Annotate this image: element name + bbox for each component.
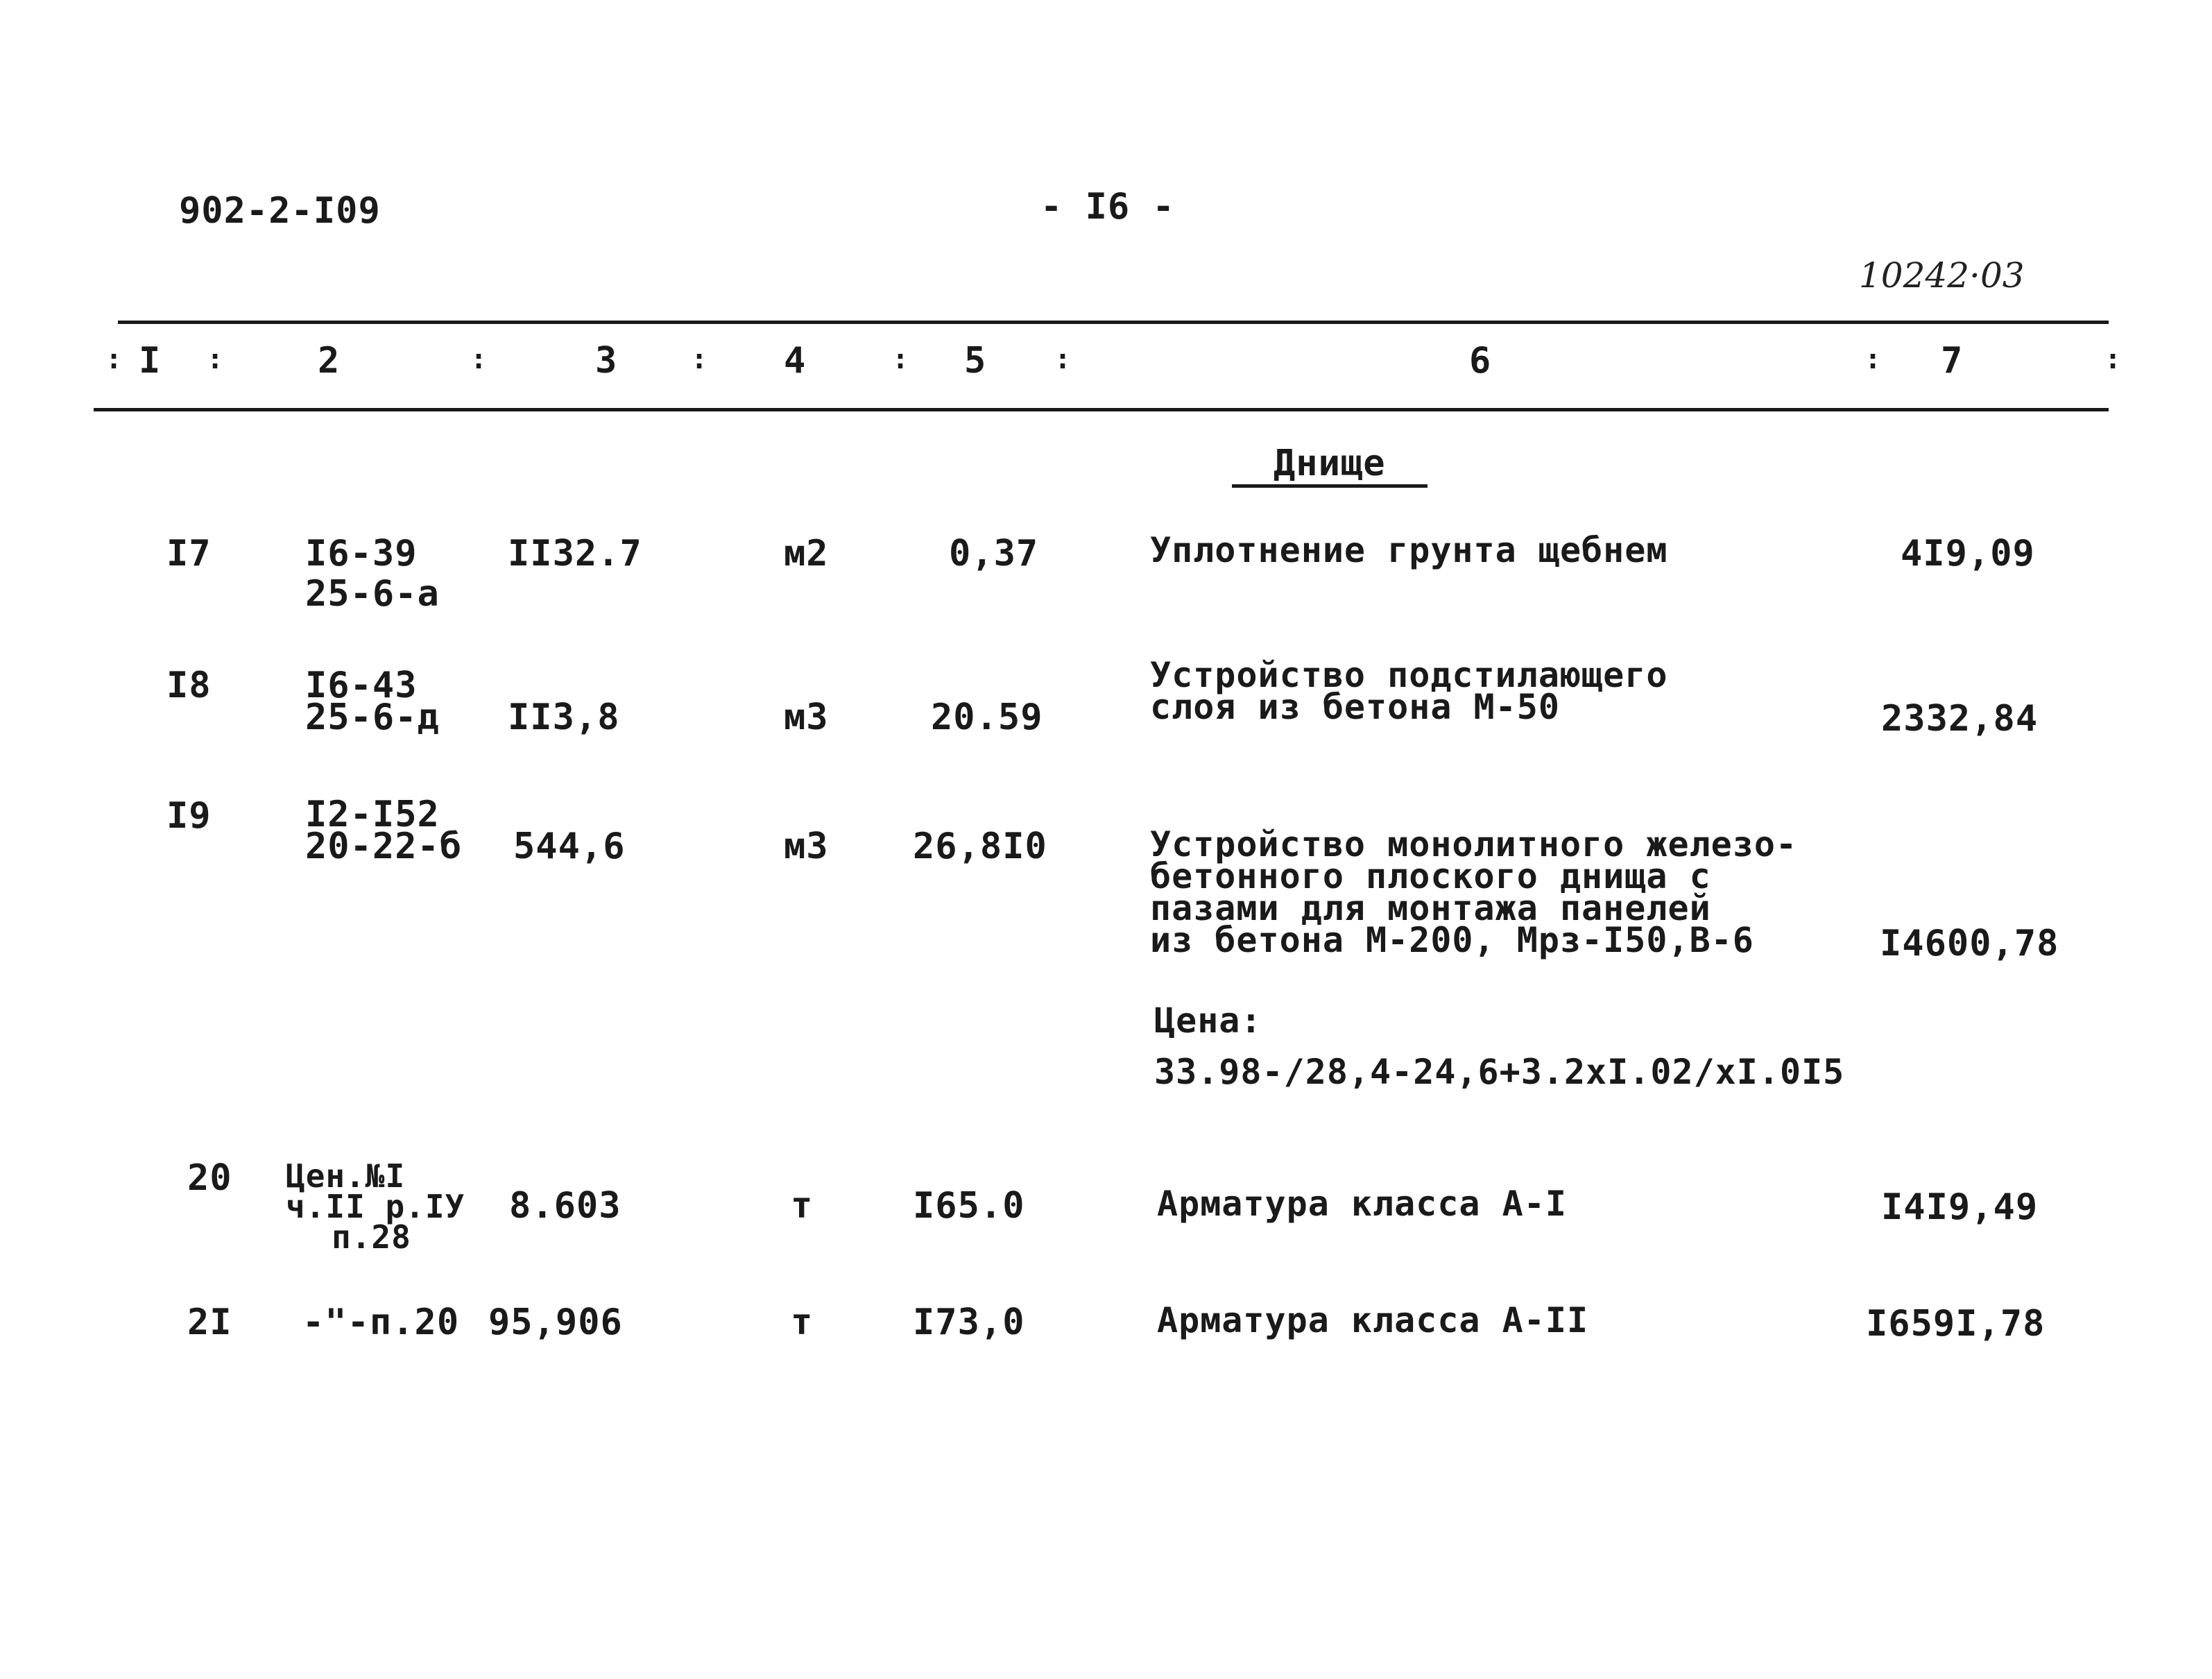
row-code-line: 25-6-а (305, 573, 440, 615)
row-total: I4600,78 (1880, 923, 2059, 964)
row-quantity: 20.59 (931, 697, 1043, 738)
row-unit: м2 (784, 533, 829, 574)
row-number: 2I (187, 1302, 232, 1343)
row-quantity: 0,37 (949, 533, 1039, 574)
column-header-1: I (139, 340, 162, 382)
row-description-line: Арматура класса А-I (1157, 1184, 1567, 1224)
row-description-line: Устройство подстилающего (1150, 655, 1668, 695)
row-total: 2332,84 (1881, 698, 2039, 740)
row-quantity: 26,8I0 (913, 826, 1047, 867)
row-number: I8 (166, 665, 212, 706)
column-header-4: 4 (784, 340, 807, 382)
row-total: I659I,78 (1866, 1303, 2046, 1345)
row-number: I7 (166, 533, 212, 574)
row-quantity: I73,0 (913, 1302, 1025, 1343)
row-description-line: Уплотнение грунта щебнем (1150, 530, 1668, 570)
table-top-rule (118, 321, 2109, 324)
price-note-label: Цена: (1154, 1000, 1262, 1041)
document-code: 902-2-I09 (179, 190, 381, 232)
table-header-rule (94, 408, 2109, 411)
row-total: I4I9,49 (1881, 1186, 2039, 1228)
row-code-line: 20-22-б (305, 826, 463, 867)
row-quantity: I65.0 (913, 1185, 1025, 1227)
column-header-7: 7 (1941, 340, 1964, 382)
row-unit: м3 (784, 826, 829, 867)
row-unit: м3 (784, 697, 829, 738)
column-header-6: 6 (1469, 340, 1492, 382)
column-header-5: 5 (964, 340, 987, 382)
row-code-line: I6-39 (305, 533, 418, 574)
column-header-2: 2 (318, 340, 341, 382)
row-description-line: пазами для монтажа панелей (1150, 888, 1711, 928)
row-number: 20 (187, 1157, 232, 1199)
row-description-line: Арматура класса А-II (1157, 1300, 1589, 1340)
row-unit: т (791, 1185, 814, 1227)
row-code-line: Цен.№I (286, 1157, 406, 1195)
row-price: 95,906 (488, 1302, 623, 1343)
row-total: 4I9,09 (1901, 533, 2035, 574)
row-code-line: I6-43 (305, 665, 418, 706)
row-description-line: слоя из бетона М-50 (1150, 687, 1560, 727)
row-code-line: -"-п.20 (302, 1302, 460, 1343)
row-description-line: Устройство монолитного железо- (1150, 824, 1798, 864)
row-number: I9 (166, 795, 212, 837)
row-unit: т (791, 1302, 814, 1343)
row-price: 8.603 (509, 1185, 621, 1227)
handwritten-reference: 10242·03 (1859, 255, 2025, 296)
row-code-line: п.28 (332, 1218, 411, 1256)
row-price: II32.7 (508, 533, 642, 574)
row-price: II3,8 (508, 697, 620, 738)
row-code-line: 25-6-д (305, 697, 440, 738)
section-title: Днище (1232, 445, 1427, 488)
page-number: - I6 - (1040, 186, 1175, 228)
row-description-line: из бетона М-200, Мрз-I50,В-6 (1150, 920, 1754, 960)
row-price: 544,6 (513, 826, 626, 867)
price-note-formula: 33.98-/28,4-24,6+3.2хI.02/хI.0I5 (1154, 1052, 1845, 1092)
row-description-line: бетонного плоского днища с (1150, 856, 1711, 896)
column-header-3: 3 (595, 340, 618, 382)
row-code-line: I2-I52 (305, 794, 440, 835)
row-code-line: ч.II р.IУ (286, 1188, 465, 1225)
